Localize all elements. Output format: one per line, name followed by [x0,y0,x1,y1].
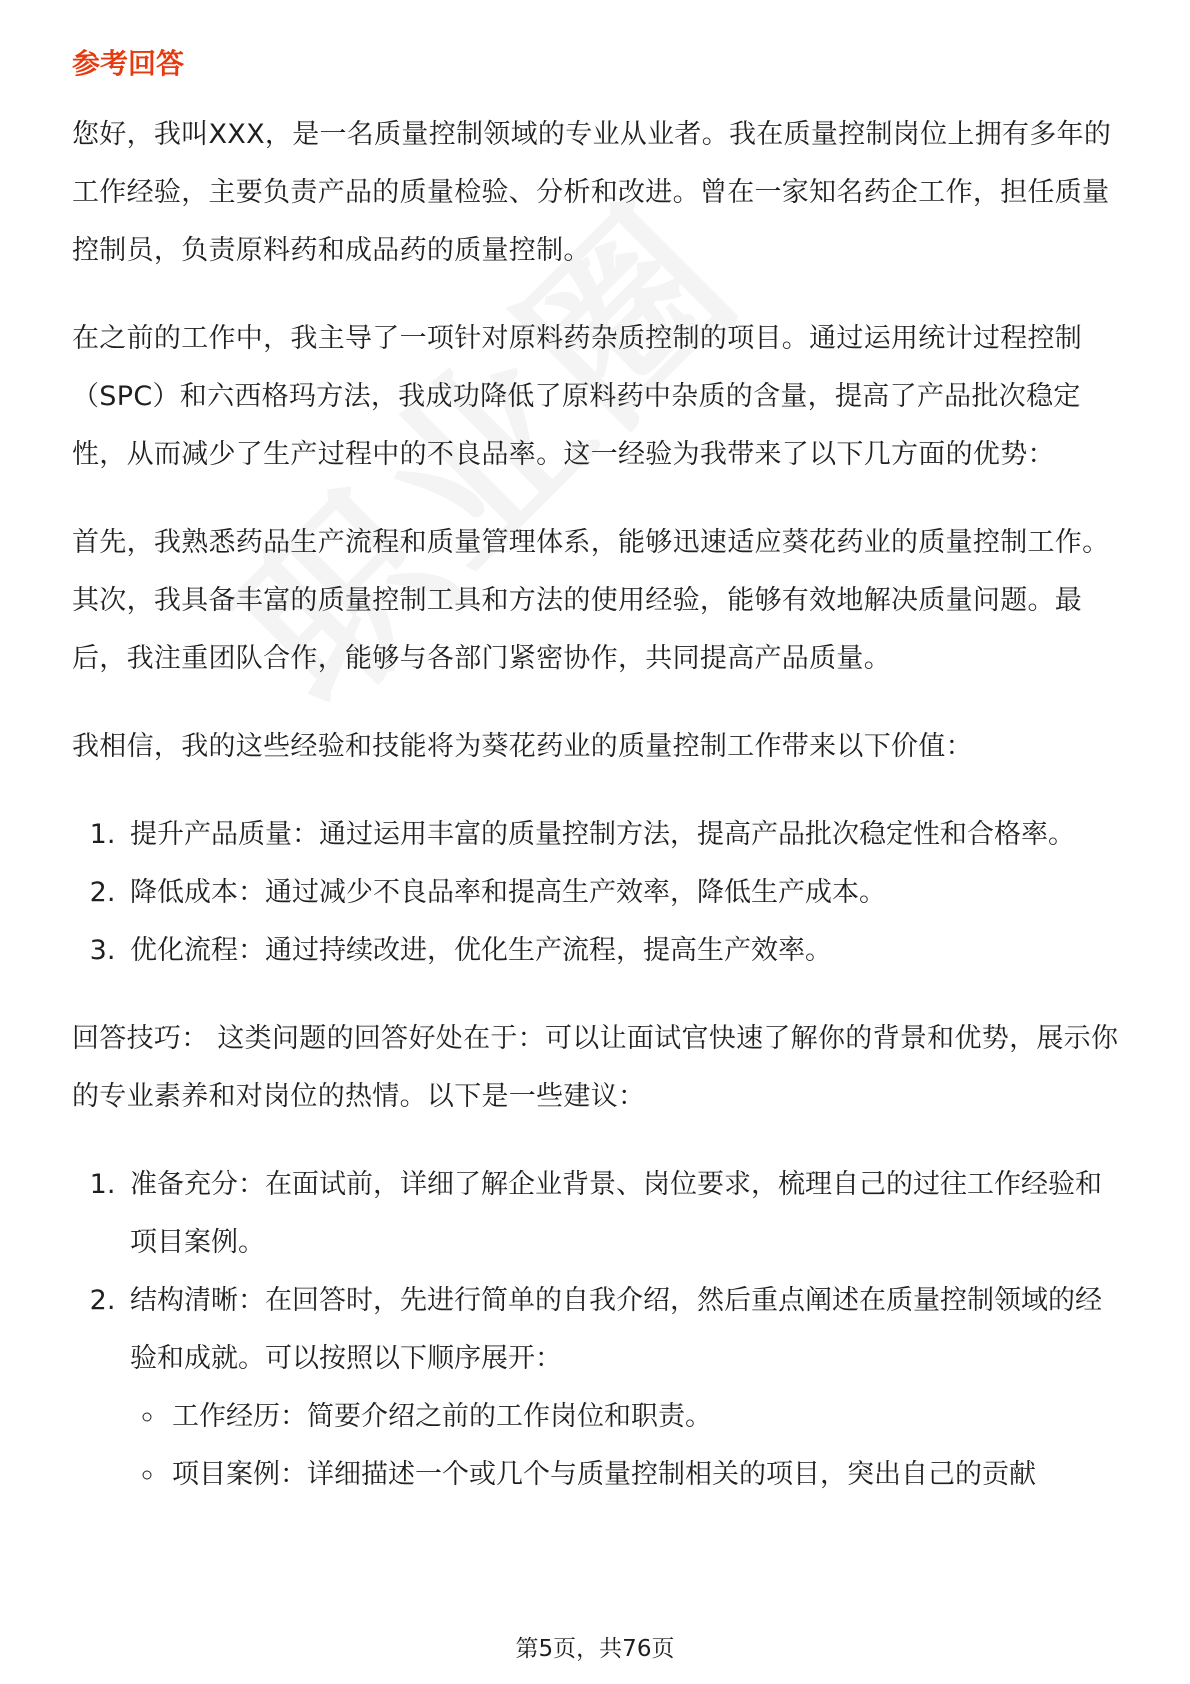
list-item: 2. 降低成本：通过减少不良品率和提高生产效率，降低生产成本。 [124,864,1128,922]
tips-intro-paragraph: 回答技巧： 这类问题的回答好处在于：可以让面试官快速了解你的背景和优势，展示你的专业素养和对岗位的热情。以下是一些建议： [72,1023,1119,1112]
list-item [124,1272,1128,1504]
document-page [72,44,1128,1534]
list-item: 1. 提升产品质量：通过运用丰富的质量控制方法，提高产品批次稳定性和合格率。 [124,806,1128,864]
value-list [72,806,1128,980]
sub-list-item: ◦ 工作经历：简要介绍之前的工作岗位和职责。 [166,1388,1128,1446]
intro-paragraph: 您好，我叫XXX，是一名质量控制领域的专业从业者。我在质量控制岗位上拥有多年的工作经验，主要负责产品的质量检验、分析和改进。曾在一家知名药企工作，担任质量控制员，负责原料药和成品药的质量控制。 [72,119,1112,266]
section-title: 参考回答 [72,47,185,80]
page-footer: 第5页，共76页 [515,1636,675,1662]
tips-list [72,1156,1128,1504]
sub-list [130,1388,1128,1504]
advantages-paragraph: 首先，我熟悉药品生产流程和质量管理体系，能够迅速适应葵花药业的质量控制工作。其次，我具备丰富的质量控制工具和方法的使用经验，能够有效地解决质量问题。最后，我注重团队合作，能够与各部门紧密协作，共同提高产品质量。 [72,527,1110,674]
list-item-text: 结构清晰：在回答时，先进行简单的自我介绍，然后重点阐述在质量控制领域的经验和成就。可以按照以下顺序展开： [130,1285,1102,1374]
value-intro-paragraph: 我相信，我的这些经验和技能将为葵花药业的质量控制工作带来以下价值： [72,731,973,762]
list-item: 3. 优化流程：通过持续改进，优化生产流程，提高生产效率。 [124,922,1128,980]
sub-list-item: ◦ 项目案例：详细描述一个或几个与质量控制相关的项目，突出自己的贡献 [166,1446,1128,1504]
project-paragraph: 在之前的工作中，我主导了一项针对原料药杂质控制的项目。通过运用统计过程控制（SPC）和六西格玛方法，我成功降低了原料药中杂质的含量，提高了产品批次稳定性，从而减少了生产过程中的不良品率。这一经验为我带来了以下几方面的优势： [72,323,1083,470]
list-item: 1. 准备充分：在面试前，详细了解企业背景、岗位要求，梳理自己的过往工作经验和项目案例。 [124,1156,1128,1272]
